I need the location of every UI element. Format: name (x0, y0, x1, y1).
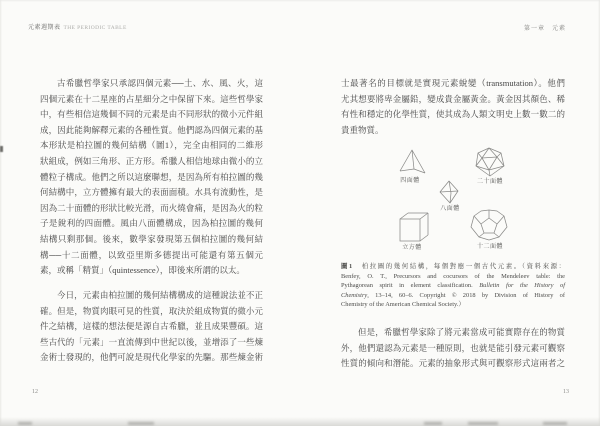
tetrahedron-figure (400, 150, 425, 173)
text-line: 四個元素在十二星座的占星細分之中保留下來。這些哲學家 (40, 93, 263, 104)
text-line: 士最著名的目標就是實現元素蛻變（transmutation）。他們 (341, 78, 565, 88)
text-line: 中，有些相信這幾個不同的元素是由不同形狀的微小元件組 (40, 109, 263, 120)
page-number-right: 13 (563, 389, 569, 395)
caption-line (341, 281, 565, 291)
text-line: 子是銳利的四面體。風由八面體構成，因為柏拉圖的幾何 (40, 218, 263, 229)
text-line: 外，他們還認為元素是一種原則，也就是能引發元素可觀察 (341, 342, 565, 353)
caption-text: Benfey, O. T., Precursors and cocursors of the Mendeleev table: the (341, 272, 565, 280)
edge-smudge (468, 422, 498, 425)
running-header-right (524, 23, 566, 32)
text-line: 成，因此能夠解釋元素的各種性質。他們認為四個元素的基 (40, 124, 263, 135)
paragraph-right-1 (341, 76, 565, 138)
paragraph-left-2 (40, 288, 263, 366)
photo-edge-left (0, 0, 2, 426)
text-line: 狀組成，例如三角形、正方形。希臘人相信地球由微小的立 (40, 155, 263, 166)
chapter-title: 第一章 元素 (523, 26, 566, 32)
octahedron-label: 八面體 (440, 206, 460, 212)
dodecahedron-figure (471, 210, 507, 240)
photo-edge-bottom (0, 417, 600, 426)
caption-line (341, 291, 565, 301)
caption-figure-number: 圖1 (341, 263, 353, 270)
photo-edge-top (0, 0, 600, 2)
dodecahedron-label: 十二面體 (476, 244, 503, 250)
text-line: 貴重物質。 (341, 124, 384, 135)
text-line: 構──十二面體，以致亞里斯多德提出可能還有第五個元 (40, 249, 263, 260)
text-line: 素，或稱「精質」（quintessence），即後來所謂的以太。 (40, 265, 245, 276)
tetrahedron-label: 四面體 (400, 178, 420, 184)
figure-1 (341, 144, 565, 256)
text-line: 結構只剩那個。後來，數學家發現第五個柏拉圖的幾何結 (40, 233, 263, 244)
text-line: 件之結構，這樣的想法便是源自古希臘，並且成果豐碩。這 (40, 321, 263, 332)
caption-text: , 13–14, 60–6. Copyright © 2018 by Division of History of (367, 291, 565, 299)
icosahedron-label: 二十面體 (476, 179, 503, 185)
icosahedron-figure (476, 148, 504, 176)
caption-text: Chemistry (341, 291, 368, 299)
octahedron-figure (440, 181, 458, 203)
platonic-solids-drawing (341, 144, 565, 256)
text-line: 有性和穩定的化學性質，使其成為人類文明史上數一數二的 (341, 109, 565, 120)
edge-smudge (543, 422, 567, 425)
text-line: 體粒子構成。他們之所以這麼聯想，是因為所有柏拉圖的幾 (40, 171, 263, 182)
running-header-left (28, 22, 127, 31)
page-number-left: 12 (32, 389, 38, 395)
text-line: 尤其想要將卑金屬鉛，變成貴金屬黃金。黃金因其顏色、稀 (341, 93, 565, 104)
caption-text: Chemistry of the American Chemical Society.） (341, 301, 465, 309)
text-line: 但是，希臘哲學家除了將元素當成可能實際存在的物質 (358, 327, 565, 337)
text-line: 確。但是，物質肉眼可見的性質，取決於組成物質的微小元 (40, 305, 263, 316)
caption-text: Bulletin for the History of (479, 282, 565, 290)
text-line: 因為二十面體的形狀比較光滑，而火燒會痛，是因為火的粒 (40, 202, 263, 213)
text-line: 今日，元素由柏拉圖的幾何結構構成的這種說法並不正 (57, 290, 263, 300)
caption-line (341, 272, 565, 282)
text-line: 何結構中，立方體擁有最大的表面面積。水具有流動性，是 (40, 187, 263, 198)
text-line: 性質的傾向和潛能。元素的抽象形式與可觀察形式這兩者之 (341, 358, 565, 369)
edge-speck (0, 146, 3, 152)
text-line: 金術士發現的，他們可說是現代化學家的先驅。那些煉金術 (40, 352, 263, 363)
caption-line (341, 262, 565, 272)
book-title: 元素週期表 (28, 25, 61, 31)
caption-text: Pythagorean spirit in element classification. (341, 282, 480, 290)
paragraph-right-2 (341, 325, 565, 372)
edge-smudge (18, 422, 32, 425)
text-line: 些古代的「元素」一直流傳到中世紀以後，並增添了一些煉 (40, 336, 263, 347)
cube-label: 立方體 (402, 245, 422, 251)
paragraph-left-1 (40, 76, 263, 279)
caption-text: 柏拉圖的幾何結構，每個對應一個古代元素。（資料來源： (352, 263, 565, 270)
text-line: 古希臘哲學家只承認四個元素──土、水、風、火，這 (57, 78, 263, 88)
cube-figure (400, 213, 428, 241)
figure-caption (341, 262, 565, 310)
edge-smudge (128, 422, 154, 425)
book-title-en: THE PERIODIC TABLE (63, 25, 127, 31)
edge-smudge (424, 422, 442, 425)
caption-line (341, 300, 565, 310)
text-line: 本形狀是柏拉圖的幾何結構（圖1），完全由相同的二維形 (40, 140, 263, 151)
